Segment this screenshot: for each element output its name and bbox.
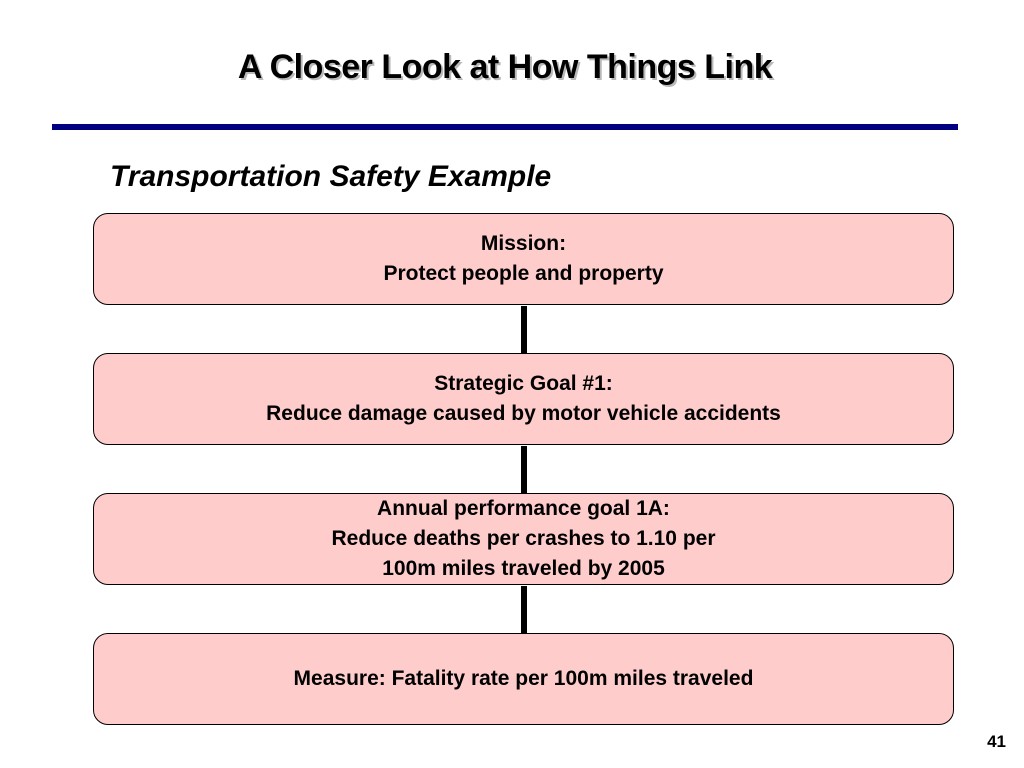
slide-subtitle: Transportation Safety Example [110,160,552,193]
mission-heading: Mission: [480,232,567,255]
annual-performance-goal-text-line-1: Reduce deaths per crashes to 1.10 per [331,527,716,550]
mission-box [93,213,954,305]
annual-performance-goal-heading: Annual performance goal 1A: [377,497,670,520]
connector-strategic-goal-to-annual-goal [521,446,527,493]
connector-mission-to-strategic-goal [521,306,527,353]
annual-performance-goal-text-line-2: 100m miles traveled by 2005 [382,557,665,580]
slide-title: A Closer Look at How Things Link [237,48,773,86]
measure-text: Measure: Fatality rate per 100m miles traveled [293,667,754,690]
mission-text: Protect people and property [383,262,664,285]
strategic-goal-box [93,353,954,445]
measure-box [93,633,954,725]
strategic-goal-text: Reduce damage caused by motor vehicle accidents [266,402,781,425]
title-underline-rule [52,124,958,130]
annual-performance-goal-box [93,493,954,585]
strategic-goal-heading: Strategic Goal #1: [434,372,613,395]
page-number: 41 [987,732,1006,751]
connector-annual-goal-to-measure [521,586,527,633]
